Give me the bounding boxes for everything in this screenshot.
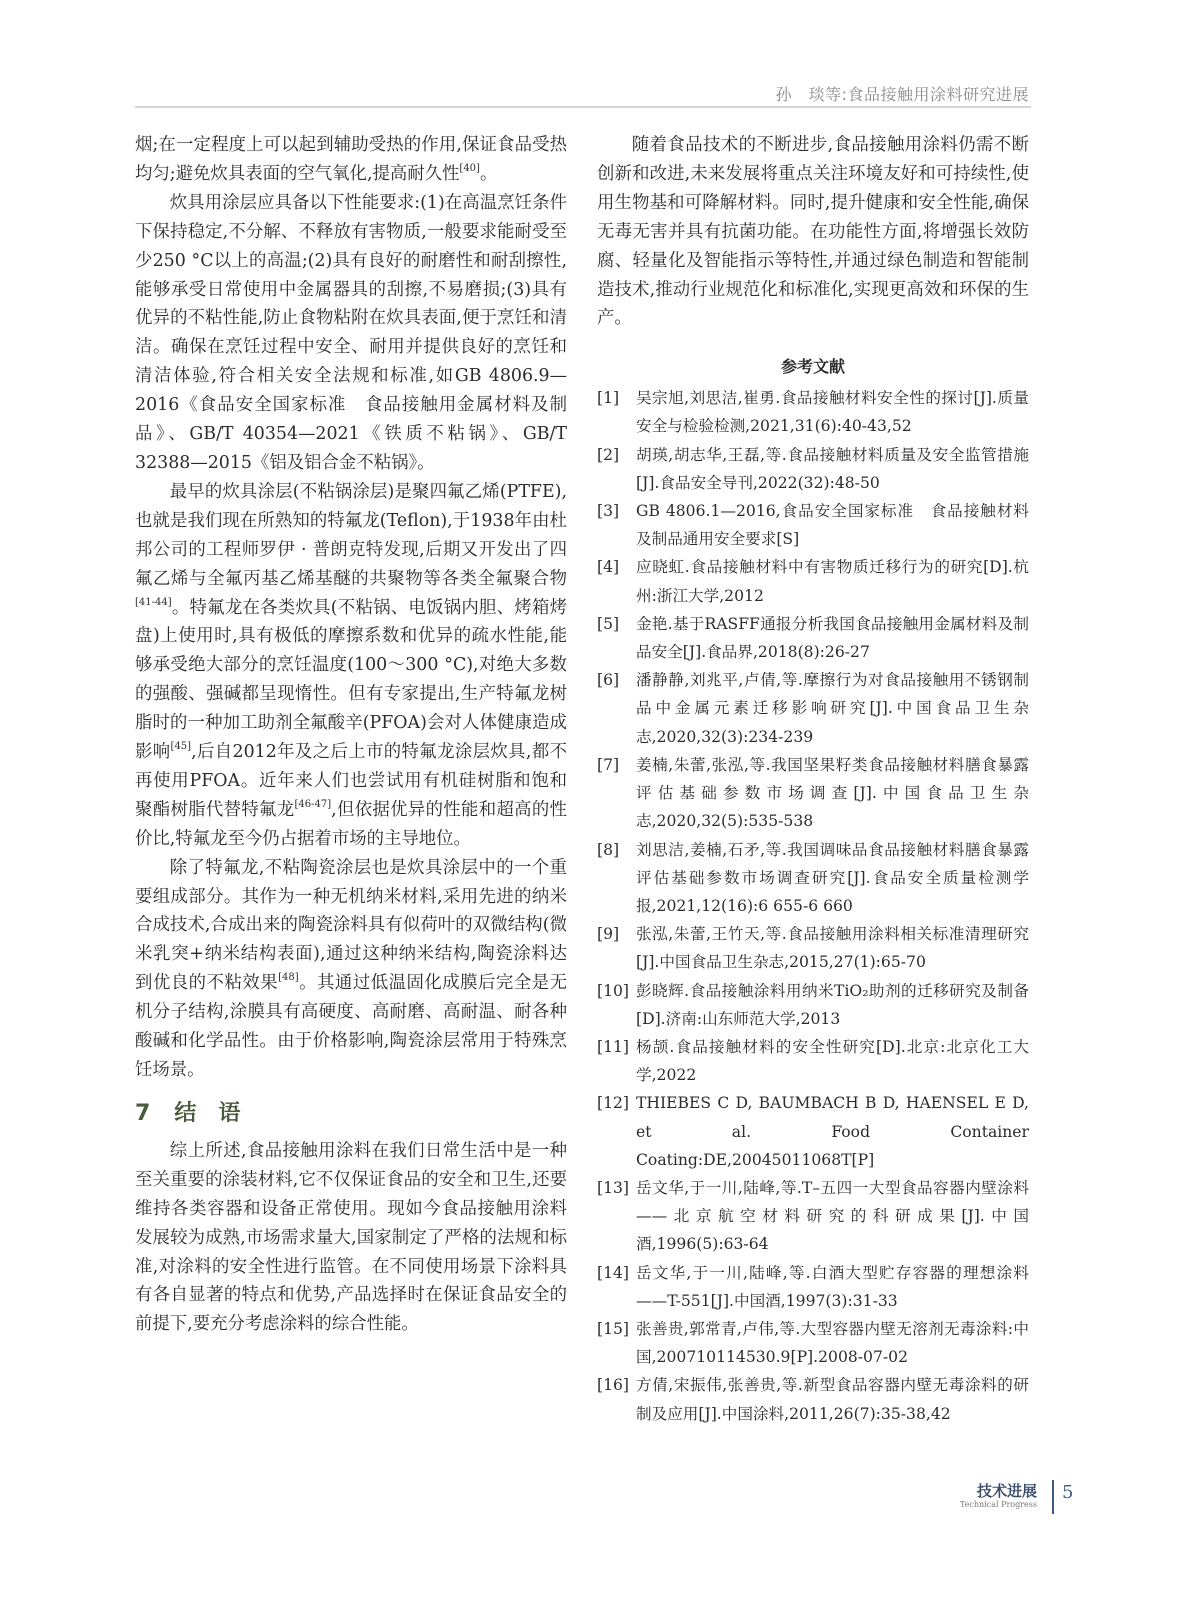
reference-text: 刘思洁,姜楠,石矛,等.我国调味品食品接触材料膳食暴露评估基础参数市场调查研究[J].食品安全质量检测学报,2021,12(16):6 655-6 660: [636, 840, 1029, 915]
reference-item: [597, 1033, 1029, 1089]
reference-text: 吴宗旭,刘思洁,崔勇.食品接触材料安全性的探讨[J].质量安全与检验检测,2021,31(6):40-43,52: [636, 389, 1029, 436]
reference-number: [11]: [597, 1037, 630, 1056]
citation-superscript: [45]: [170, 741, 192, 753]
reference-item: [597, 1174, 1029, 1259]
reference-number: [15]: [597, 1319, 630, 1338]
reference-text: 金艳.基于RASFF通报分析我国食品接触用金属材料及制品安全[J].食品界,2018(8):26-27: [636, 614, 1029, 662]
paragraph-text: 。其通过低温固化成膜后完全是无机分子结构,涂膜具有高硬度、高耐磨、高耐温、耐各种酸碱和化学品性。由于价格影响,陶瓷涂层常用于特殊烹饪场景。: [135, 973, 567, 1080]
reference-text: 岳文华,于一川,陆峰,等.白酒大型贮存容器的理想涂料——T-551[J].中国酒,1997(3):31-33: [636, 1263, 1029, 1310]
running-head-title: 孙 琰等:食品接触用涂料研究进展: [775, 85, 1029, 104]
paragraph-text: 随着食品技术的不断进步,食品接触用涂料仍需不断创新和改进,未来发展将重点关注环境友好和可持续性,使用生物基和可降解材料。同时,提升健康和安全性能,确保无毒无害并具有抗菌功能。在功能性方面,将增强长效防腐、轻量化及智能指示等特性,并通过绿色制造和智能制造技术,推动行业规范化和标准化,实现更高效和环保的生产。: [597, 135, 1029, 329]
body-text-before-section: [135, 131, 567, 1085]
reference-number: [10]: [597, 981, 630, 1000]
paragraph-text: 。特氟龙在各类炊具(不粘锅、电饭锅内胆、烤箱烤盘)上使用时,具有极低的摩擦系数和优异的疏水性能,能够承受绝大部分的烹饪温度(100～300 °C),对绝大多数的强酸、强碱都呈现惰性。但有专家提出,生产特氟龙树脂时的一种加工助剂全氟酸辛(PFOA)会对人体健康造成影响: [135, 597, 567, 763]
citation-superscript: [41-44]: [135, 596, 172, 608]
reference-number: [13]: [597, 1178, 630, 1197]
citation-superscript: [46-47]: [294, 798, 332, 810]
reference-number: [8]: [597, 840, 620, 859]
section-number: 7: [135, 1100, 151, 1126]
paragraph-text: 除了特氟龙,不粘陶瓷涂层也是炊具涂层中的一个重要组成部分。其作为一种无机纳米材料,采用先进的纳米合成技术,合成出来的陶瓷涂料具有似荷叶的双微结构(微米乳突+纳米结构表面),通过这种纳米结构,陶瓷涂料达到优良的不粘效果: [135, 857, 567, 994]
paragraph: [597, 131, 1029, 333]
reference-text: 方倩,宋振伟,张善贵,等.新型食品容器内壁无毒涂料的研制及应用[J].中国涂料,2011,26(7):35-38,42: [636, 1376, 1029, 1423]
footer-section-en: Technical Progress: [959, 1500, 1037, 1509]
reference-item: [597, 920, 1029, 976]
reference-number: [7]: [597, 755, 620, 774]
reference-item: [597, 441, 1029, 497]
paragraph-text: 炊具用涂层应具备以下性能要求:(1)在高温烹饪条件下保持稳定,不分解、不释放有害物质,一般要求能耐受至少250 °C以上的高温;(2)具有良好的耐磨性和耐刮擦性,能够承受日常使用中金属器具的刮擦,不易磨损;(3)具有优异的不粘性能,防止食物粘附在炊具表面,便于烹饪和清洁。确保在烹饪过程中安全、耐用并提供良好的烹饪和清洁体验,符合相关安全法规和标准,如GB 4806.9—2016《食品安全国家标准 食品接触用金属材料及制品》、GB/T 40354—2021《铁质不粘锅》、GB/T 32388—2015《铝及铝合金不粘锅》。: [135, 192, 567, 473]
reference-item: [597, 977, 1029, 1033]
reference-item: [597, 751, 1029, 836]
reference-text: 张善贵,郭常青,卢伟,等.大型容器内壁无溶剂无毒涂料:中国,200710114530.9[P].2008-07-02: [636, 1319, 1029, 1367]
section-title-char: 语: [218, 1100, 241, 1126]
references-list: [597, 384, 1029, 1428]
reference-text: 胡瑛,胡志华,王磊,等.食品接触材料质量及安全监管措施[J].食品安全导刊,2022(32):48-50: [636, 445, 1029, 492]
reference-item: [597, 1089, 1029, 1174]
footer-divider: [1052, 1480, 1054, 1514]
reference-item: [597, 836, 1029, 921]
paragraph-text: ,后自2012年及之后上市的特氟龙涂层炊具,都不再使用PFOA。近年来人们也尝试用有机硅树脂和饱和聚酯树脂代替特氟龙: [135, 742, 567, 820]
reference-text: GB 4806.1—2016,食品安全国家标准 食品接触材料及制品通用安全要求[S]: [636, 502, 1029, 549]
paragraph: [135, 1137, 567, 1339]
reference-number: [6]: [597, 671, 620, 690]
reference-text: 彭晓辉.食品接触涂料用纳米TiO₂助剂的迁移研究及制备[D].济南:山东师范大学,2013: [636, 981, 1029, 1028]
paragraph-text: 烟;在一定程度上可以起到辅助受热的作用,保证食品受热均匀;避免炊具表面的空气氧化,提高耐久性: [135, 135, 567, 184]
reference-item: [597, 1259, 1029, 1315]
section-title-char: 结: [174, 1100, 197, 1126]
reference-item: [597, 553, 1029, 609]
paragraph-text: ,但依据优异的性能和超高的性价比,特氟龙至今仍占据着市场的主导地位。: [135, 799, 567, 849]
conclusion-text: [135, 1137, 567, 1339]
reference-item: [597, 610, 1029, 666]
paragraph-text: 。: [479, 163, 498, 184]
reference-number: [14]: [597, 1263, 630, 1282]
reference-number: [1]: [597, 389, 620, 408]
paragraph-text: 最早的炊具涂层(不粘锅涂层)是聚四氟乙烯(PTFE),也就是我们现在所熟知的特氟龙(Teflon),于1938年由杜邦公司的工程师罗伊 · 普朗克特发现,后期又开发出了四氟乙烯与全氟丙基乙烯基醚的共聚物等各类全氟聚合物: [135, 481, 567, 589]
reference-text: 张泓,朱蕾,王竹天,等.食品接触用涂料相关标准清理研究[J].中国食品卫生杂志,2015,27(1):65-70: [636, 925, 1029, 972]
reference-text: 姜楠,朱蕾,张泓,等.我国坚果籽类食品接触材料膳食暴露评估基础参数市场调查[J].中国食品卫生杂志,2020,32(5):535-538: [636, 755, 1029, 831]
reference-item: [597, 1315, 1029, 1371]
reference-text: 应晓虹.食品接触材料中有害物质迁移行为的研究[D].杭州:浙江大学,2012: [636, 558, 1029, 605]
reference-item: [597, 497, 1029, 553]
reference-item: [597, 1371, 1029, 1427]
references-title: 参考文献: [780, 357, 845, 377]
reference-item: [597, 384, 1029, 440]
footer-section-cn: 技术进展: [976, 1482, 1037, 1500]
section-heading: [135, 1099, 567, 1129]
reference-number: [4]: [597, 558, 620, 577]
reference-number: [3]: [597, 502, 620, 521]
header-rule: [135, 106, 1031, 108]
citation-superscript: [48]: [278, 972, 299, 984]
reference-number: [2]: [597, 445, 620, 464]
paragraph: [135, 478, 567, 854]
page-number: 5: [1062, 1482, 1074, 1503]
reference-number: [16]: [597, 1376, 630, 1395]
reference-number: [12]: [597, 1094, 630, 1113]
reference-text: 杨颉.食品接触材料的安全性研究[D].北京:北京化工大学,2022: [636, 1037, 1029, 1085]
paragraph-text: 综上所述,食品接触用涂料在我们日常生活中是一种至关重要的涂装材料,它不仅保证食品的安全和卫生,还要维持各类容器和设备正常使用。现如今食品接触用涂料发展较为成熟,市场需求量大,国家制定了严格的法规和标准,对涂料的安全性进行监管。在不同使用场景下涂料具有各自显著的特点和优势,产品选择时在保证食品安全的前提下,要充分考虑涂料的综合性能。: [135, 1140, 567, 1335]
reference-item: [597, 666, 1029, 751]
paragraph: [135, 189, 567, 478]
footer-section-label: [960, 1482, 1037, 1509]
reference-number: [5]: [597, 614, 620, 633]
outlook-text: [597, 131, 1029, 333]
reference-text: 岳文华,于一川,陆峰,等.T–五四一大型食品容器内壁涂料——北京航空材料研究的科研成果[J].中国酒,1996(5):63-64: [636, 1178, 1029, 1254]
left-column: [135, 131, 567, 1339]
citation-superscript: [40]: [459, 162, 480, 174]
paragraph: [135, 854, 567, 1085]
reference-number: [9]: [597, 925, 620, 944]
paragraph: [135, 131, 567, 189]
reference-text: THIEBES C D, BAUMBACH B D, HAENSEL E D, et al. Food Container Coating:DE,20045011068T[P]: [636, 1094, 1029, 1169]
right-column: [597, 131, 1029, 1428]
reference-text: 潘静静,刘兆平,卢倩,等.摩擦行为对食品接触用不锈钢制品中金属元素迁移影响研究[J].中国食品卫生杂志,2020,32(3):234-239: [636, 671, 1029, 746]
